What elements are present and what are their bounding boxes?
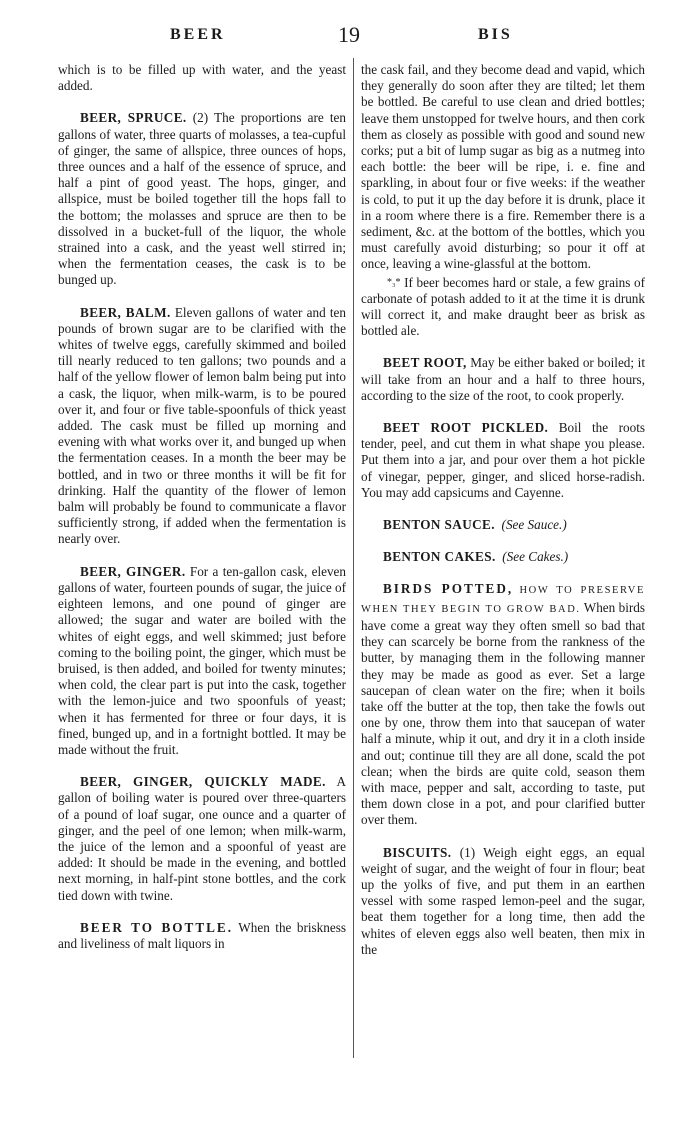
entry-beer-balm — [58, 305, 346, 548]
header-first-word: BEER — [170, 26, 226, 43]
right-column — [361, 62, 645, 974]
entry-subheading: HOW TO PRESERVE WHEN THEY BEGIN TO GROW BAD. — [361, 585, 645, 615]
entry-beer-to-bottle — [58, 920, 346, 952]
entry-benton-cakes — [361, 549, 645, 565]
footnote-beer-stale — [361, 275, 645, 340]
entry-benton-sauce — [361, 517, 645, 533]
entry-headword: BIRDS POTTED, — [383, 581, 514, 597]
entry-biscuits — [361, 845, 645, 958]
entry-beet-root — [361, 355, 645, 404]
header-last-word: BIS — [478, 26, 513, 43]
entry-headword: BENTON SAUCE. — [383, 517, 495, 533]
entry-text: Eleven gallons of water and ten pounds of brown sugar are to be clarified with the whites of twelve eggs, carefully skimmed and boiled till nearly reduced to ten gallons; two pounds and a half of the yellow flower of lemon balm being put into a cask, the liquor, when milk-warm, is to be poured over it, and four or five table-spoonfuls of thick yeast added. The cask must be filled up morning and evening with what works over it, and bunged up when the fermentation ceases. In a month the beer may be bottled, and in two or three months it will be fit for drinking. Half the quantity of the flower of lemon balm will probably be found to communicate a flavor sufficiently strong, if added when the fermentation is nearly over. — [58, 304, 346, 547]
entry-beer-spruce — [58, 110, 346, 288]
entry-headword: BEER, GINGER, QUICKLY MADE. — [80, 774, 326, 790]
entry-text: When the briskness and liveliness of malt liquors in — [58, 919, 346, 951]
entry-headword: BENTON CAKES. — [383, 549, 496, 565]
entry-headword: BEET ROOT PICKLED. — [383, 420, 549, 436]
running-header — [0, 22, 700, 52]
entry-headword: BEET ROOT, — [383, 355, 467, 371]
entry-text: When birds have come a great way they often smell so bad that they can scarcely be borne from the rankness of the butter, by managing them in the following manner they may be made as good as ever. Set a large saucepan of clean water on the fire; when it boils take off the butter at the top, then take the fowls out one by one, throw them into that saucepan of water half a minute, whip it out, and dry it in a cloth inside and out; continue till they are all done, scald the pot clean; when the birds are quite cold, season them with mace, pepper and salt, according to taste, put them down close in a pot, and pour clarified butter over them. — [361, 599, 646, 828]
entry-headword: BEER, SPRUCE. — [80, 110, 187, 126]
entry-headword: BEER, BALM. — [80, 304, 171, 320]
cross-reference: (See Sauce.) — [501, 517, 567, 533]
left-column — [58, 62, 346, 968]
note-text: If beer becomes hard or stale, a few grains of carbonate of potash added to it at the time it is drunk will correct it, and make draught beer as brisk as bottled ale. — [361, 274, 645, 339]
page-number: 19 — [338, 22, 360, 47]
entry-beet-root-pickled — [361, 420, 645, 501]
entry-birds-potted — [361, 581, 645, 828]
entry-text: May be either baked or boiled; it will take from an hour and a half to three hours, according to the size of the root, to cook properly. — [361, 355, 645, 403]
entry-headword: BEER TO BOTTLE. — [80, 919, 234, 935]
entry-beer-ginger — [58, 564, 346, 758]
entry-text: A gallon of boiling water is poured over three-quarters of a pound of loaf sugar, one ounce and a quarter of ginger, and the peel of one lemon; when milk-warm, the juice of the lemon and a spoonful of yeast are added: It should be made in the evening, and bottled next morning, in half-pint stone bottles, and the cork tied down with twine. — [58, 774, 346, 903]
entry-headword: BISCUITS. — [383, 844, 452, 860]
cross-reference: (See Cakes.) — [502, 549, 569, 565]
entry-text: For a ten-gallon cask, eleven gallons of water, fourteen pounds of sugar, the juice of eighteen lemons, and one pound of ginger are allowed; the sugar and water are boiled with the whites of eight eggs, and well skimmed; just before coming to the boiling point, the ginger, which must be bruised, is then added, and boiled for twenty minutes; when cold, the clear part is put into the cask, together with the lemon-juice and two spoonfuls of yeast; when it has fermented for three or four days, it is fined, bunged up, and in a fortnight bottled. It may be made without the fruit. — [58, 563, 347, 757]
continuation-text: which is to be filled up with water, and the yeast added. — [58, 62, 346, 94]
entry-beer-ginger-quickly-made — [58, 774, 346, 904]
column-divider — [353, 58, 354, 1058]
entry-text: (2) The proportions are ten gallons of water, three quarts of molasses, a tea-cupful of ginger, the same of allspice, three ounces of hops, three ounces and a half of the essence of spruce, and half a pint of good yeast. The hops, ginger, and allspice, must be boiled together till the hops fall to the bottom; the molasses and spruce are then to be dissolved in a bucket-full of the liquor, the whole strained into a cask, and the yeast well stirred in; when the fermentation ceases, the cask is to be bunged up. — [58, 110, 346, 288]
entry-text: Boil the roots tender, peel, and cut them in what shape you please. Put them into a jar, and pour over them a hot pickle of vinegar, pepper, ginger, and sliced horse-radish. You may add capsicums and Cayenne. — [361, 420, 645, 500]
asterism-marker: *₃* — [387, 276, 401, 288]
continuation-text: the cask fail, and they become dead and vapid, which they generally do soon after they are tilted; let them be bottled. Be careful to use clean and dried bottles; leave them unstopped for twelve hours, and then cork them as closely as possible with good and sound new corks; put a bit of lump sugar as big as a nutmeg into each bottle: the beer will be ripe, i. e. fine and sparkling, in about four or five weeks: if the weather is cold, to put it up the day before it is drunk, place it in a room where there is a fire. Remember there is a sediment, &c. at the bottom of the bottles, which you must carefully avoid disturbing; so pour it off at once, leaving a wine-glassful at the bottom. — [361, 62, 645, 272]
entry-text: (1) Weigh eight eggs, an equal weight of sugar, and the weight of four in flour; beat up the yolks of five, and put them in an earthen vessel with some rasped lemon-peel and the sugar, beat them together for a long time, then add the whites of eleven eggs also well beaten, then mix in the — [361, 844, 645, 957]
entry-headword: BEER, GINGER. — [80, 563, 186, 579]
